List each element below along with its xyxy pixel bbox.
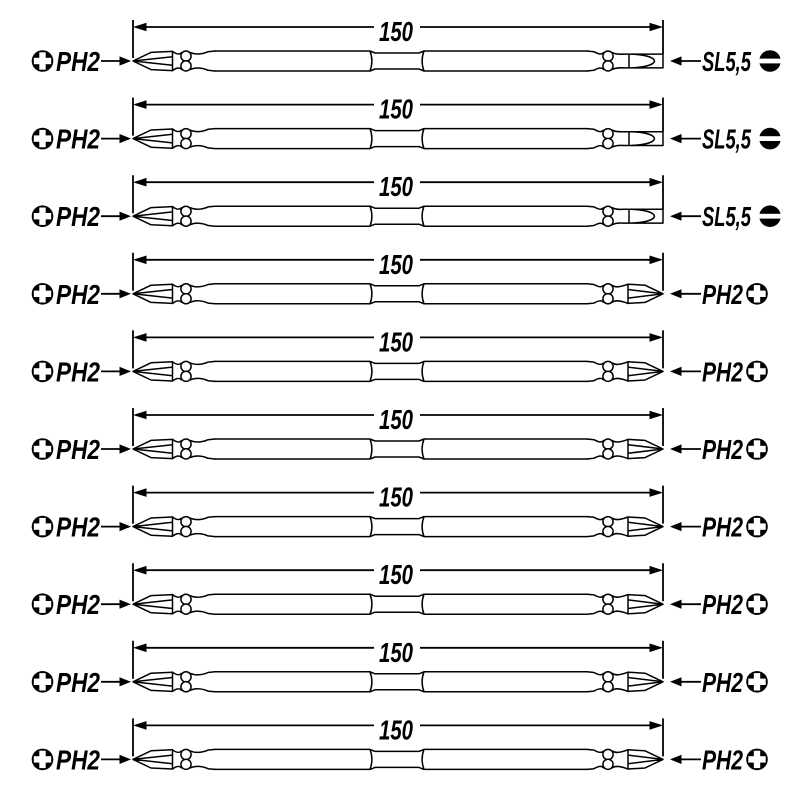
detent-ball [603,284,613,294]
hex-shank-and-torsion-midsection [215,672,587,692]
phillips-tip-right [628,672,663,691]
dimension-arrow-right-icon [650,178,664,187]
dimension-label: 150 [379,559,414,591]
ball-groove-left [173,129,216,149]
phillips-tip-right [628,517,663,536]
detent-ball [181,206,191,216]
right-tip-label: SL5,5 [702,46,752,77]
hex-shank-and-torsion-midsection [215,361,587,381]
detent-ball [603,361,613,371]
phillips-tip-left [133,284,173,303]
detent-ball [603,216,613,226]
ball-groove-left [173,439,216,459]
right-tip-label: PH2 [702,511,744,543]
ball-groove-left [173,594,216,614]
detent-ball [603,749,613,759]
leader-arrowhead-left-icon [120,677,132,686]
phillips-icon [32,438,54,460]
dimension-arrow-left-icon [133,566,147,575]
phillips-icon [746,361,768,383]
left-tip-label: PH2 [56,356,101,388]
detent-ball [603,759,613,769]
detent-ball [603,526,613,536]
detent-ball [181,361,191,371]
hex-shank-and-torsion-midsection [215,206,587,226]
slotted-tip-right [624,54,663,68]
dimension-arrow-left-icon [133,100,147,109]
slotted-tip-right [624,132,663,146]
phillips-icon [746,283,768,305]
detent-ball [181,138,191,148]
detent-ball [181,449,191,459]
detent-ball [181,61,191,71]
right-tip-label: PH2 [702,589,744,621]
bit-row [32,326,768,387]
left-tip-label: PH2 [56,46,101,77]
ball-groove-left [173,284,216,304]
phillips-icon [32,749,54,771]
detent-ball [603,439,613,449]
leader-arrowhead-right-icon [670,600,682,609]
dimension-arrow-left-icon [133,411,147,420]
dimension-arrow-left-icon [133,488,147,497]
dimension-arrow-left-icon [133,23,147,32]
dimension-label: 150 [379,248,414,280]
dimension-arrow-left-icon [133,178,147,187]
dimension-label: 150 [379,171,414,203]
detent-ball [603,61,613,71]
detent-ball [181,749,191,759]
leader-arrowhead-right-icon [670,134,682,143]
leader-arrowhead-right-icon [670,755,682,764]
left-tip-label: PH2 [56,278,101,310]
phillips-icon [32,516,54,538]
detent-ball [603,51,613,61]
phillips-tip-left [133,207,173,226]
hex-shank-and-torsion-midsection [215,129,587,149]
leader-arrowhead-left-icon [120,367,132,376]
dimension-arrow-right-icon [650,721,664,730]
phillips-tip-left [133,51,173,70]
leader-arrowhead-left-icon [120,212,132,221]
slotted-icon [759,128,782,150]
dimension-label: 150 [379,404,414,435]
leader-arrowhead-right-icon [670,212,682,221]
dimension-label: 150 [379,481,414,513]
right-tip-label: PH2 [702,666,744,698]
dimension-arrow-right-icon [650,23,664,32]
detent-ball [603,371,613,381]
hex-shank-and-torsion-midsection [215,51,587,71]
bit-row [32,404,768,465]
phillips-tip-left [133,129,173,148]
dimension-label: 150 [379,326,414,358]
phillips-icon [746,671,768,693]
ball-groove-left [173,517,216,537]
phillips-icon [32,361,54,383]
leader-arrowhead-right-icon [670,522,682,531]
dimension-arrow-left-icon [133,255,147,264]
bit-row [32,16,782,77]
slotted-icon [759,50,782,72]
phillips-icon [32,50,54,72]
detent-ball [181,216,191,226]
dimension-arrow-right-icon [650,566,664,575]
phillips-tip-right [628,362,663,381]
leader-arrowhead-left-icon [120,134,132,143]
detent-ball [603,129,613,139]
detent-ball [181,526,191,536]
phillips-icon [746,749,768,771]
dimension-arrow-right-icon [650,644,664,653]
phillips-tip-left [133,517,173,536]
phillips-tip-right [628,439,663,458]
detent-ball [181,129,191,139]
leader-arrowhead-right-icon [670,677,682,686]
detent-ball [181,672,191,682]
leader-arrowhead-left-icon [120,755,132,764]
phillips-icon [32,671,54,693]
bit-row [32,714,768,775]
right-tip-label: PH2 [702,744,744,776]
leader-arrowhead-left-icon [120,56,132,65]
left-tip-label: PH2 [56,434,101,465]
phillips-tip-right [628,750,663,769]
right-tip-label: SL5,5 [702,201,752,233]
detent-ball [603,449,613,459]
phillips-tip-right [628,284,663,303]
bit-row [32,171,782,232]
dimension-label: 150 [379,636,414,668]
dimension-arrow-left-icon [133,333,147,342]
right-tip-label: PH2 [702,434,744,465]
phillips-tip-left [133,750,173,769]
leader-arrowhead-right-icon [670,56,682,65]
left-tip-label: PH2 [56,123,101,155]
phillips-tip-right [628,595,663,614]
phillips-icon [746,516,768,538]
dimension-label: 150 [379,93,414,125]
phillips-tip-left [133,672,173,691]
detent-ball [603,604,613,614]
detent-ball [603,138,613,148]
slotted-tip-right [624,209,663,223]
leader-arrowhead-left-icon [120,444,132,453]
dimension-arrow-left-icon [133,644,147,653]
left-tip-label: PH2 [56,744,101,776]
detent-ball [603,594,613,604]
detent-ball [603,294,613,304]
phillips-icon [32,205,54,227]
detent-ball [181,371,191,381]
hex-shank-and-torsion-midsection [215,594,587,614]
detent-ball [603,682,613,692]
phillips-icon [746,593,768,615]
ball-groove-left [173,749,216,769]
detent-ball [181,284,191,294]
ball-groove-left [173,361,216,381]
dimension-arrow-right-icon [650,255,664,264]
bit-row [32,249,768,310]
phillips-tip-left [133,595,173,614]
detent-ball [181,759,191,769]
detent-ball [181,439,191,449]
left-tip-label: PH2 [56,666,101,698]
detent-ball [181,51,191,61]
leader-arrowhead-left-icon [120,600,132,609]
phillips-icon [32,283,54,305]
dimension-arrow-right-icon [650,411,664,420]
slotted-icon [759,205,782,227]
detent-ball [181,517,191,527]
phillips-icon [32,593,54,615]
ball-groove-left [173,672,216,692]
detent-ball [603,672,613,682]
detent-ball [603,517,613,527]
phillips-icon [746,438,768,460]
dimension-arrow-right-icon [650,488,664,497]
bit-row [32,482,768,543]
dimension-label: 150 [379,16,414,47]
hex-shank-and-torsion-midsection [215,439,587,459]
dimension-arrow-right-icon [650,333,664,342]
bit-row [32,559,768,620]
right-tip-label: PH2 [702,356,744,388]
ball-groove-left [173,206,216,226]
bit-row [32,94,782,155]
right-tip-label: PH2 [702,278,744,310]
detent-ball [181,604,191,614]
detent-ball [181,682,191,692]
detent-ball [181,294,191,304]
hex-shank-and-torsion-midsection [215,749,587,769]
leader-arrowhead-right-icon [670,289,682,298]
left-tip-label: PH2 [56,589,101,621]
right-tip-label: SL5,5 [702,123,752,155]
bit-row [32,637,768,698]
detent-ball [181,594,191,604]
phillips-icon [32,128,54,150]
left-tip-label: PH2 [56,201,101,233]
dimension-arrow-left-icon [133,721,147,730]
dimension-label: 150 [379,714,414,746]
leader-arrowhead-left-icon [120,522,132,531]
detent-ball [603,206,613,216]
hex-shank-and-torsion-midsection [215,517,587,537]
dimension-arrow-right-icon [650,100,664,109]
phillips-tip-left [133,439,173,458]
leader-arrowhead-right-icon [670,444,682,453]
leader-arrowhead-right-icon [670,367,682,376]
leader-arrowhead-left-icon [120,289,132,298]
left-tip-label: PH2 [56,511,101,543]
phillips-tip-left [133,362,173,381]
hex-shank-and-torsion-midsection [215,284,587,304]
ball-groove-left [173,51,216,71]
